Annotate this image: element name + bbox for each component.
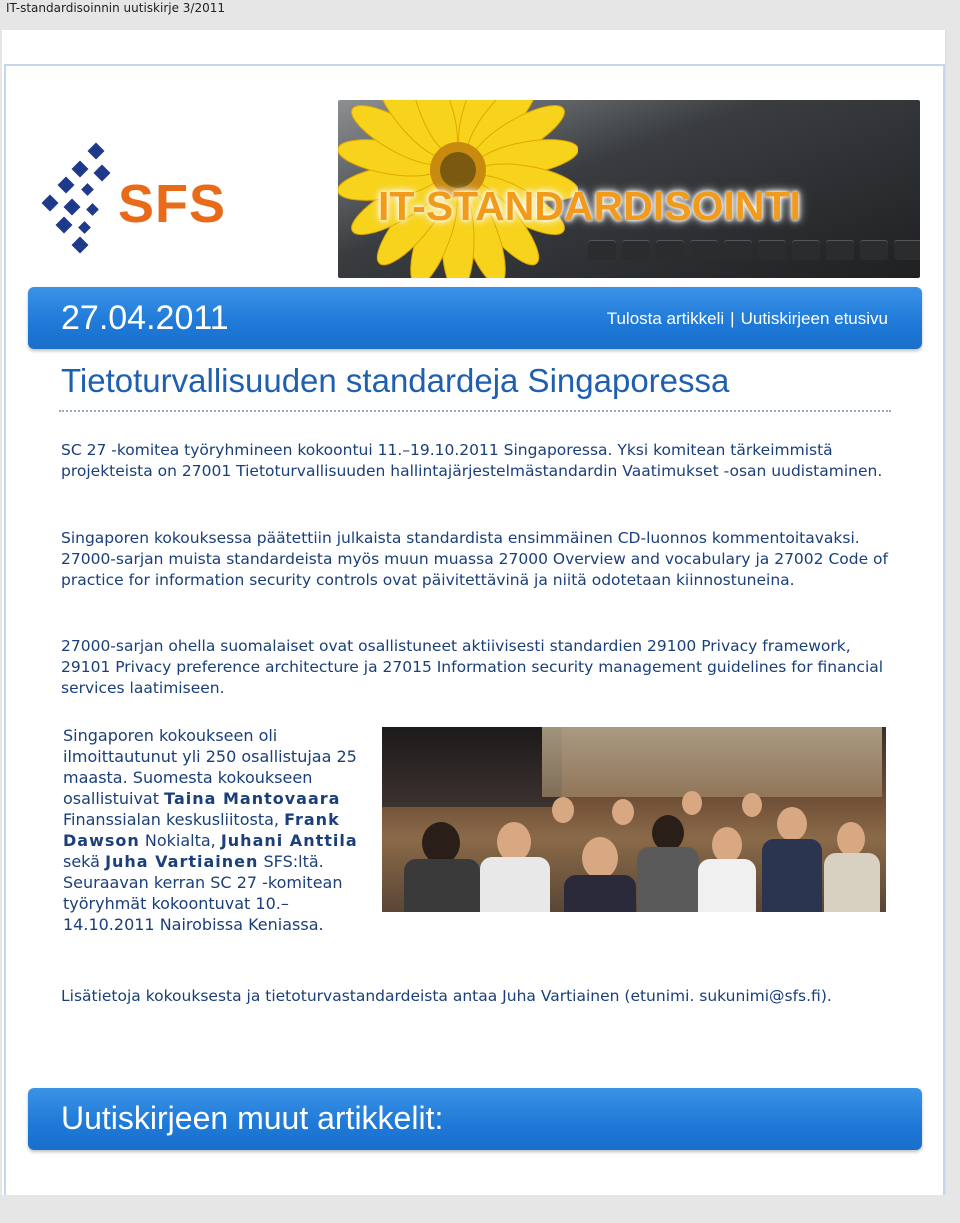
participant-name: Taina Mantovaara	[164, 789, 341, 808]
date-bar	[28, 287, 922, 349]
print-article-link[interactable]: Tulosta artikkeli	[606, 309, 725, 328]
header-banner	[28, 100, 922, 278]
keyboard-photo	[338, 100, 920, 278]
participant-name: Juha Vartiainen	[105, 852, 259, 871]
article-paragraph: Singaporen kokouksessa päätettiin julkaista standardista ensimmäinen CD-luonnos kommentoitavaksi. 27000-sarjan muista standardeista myös muun muassa 27000 Overview and vocabulary ja 27002 Code of practice for information security controls ovat päivitettävinä ja niitä odotetaan kiinnostuneina.	[61, 529, 888, 589]
participants-paragraph: Singaporen kokoukseen oli ilmoittautunut yli 250 osallistujaa 25 maasta. Suomesta kokoukseen osallistuivat Taina Mantovaara Finanssialan keskusliitosta, Frank Dawson Nokialta, Juhani Anttila sekä Juha Vartiainen SFS:ltä. Seuraavan kerran SC 27 -komitean työryhmät kokoontuvat 10.–14.10.2011 Nairobissa Keniassa.	[63, 726, 358, 934]
sfs-logo	[38, 145, 258, 255]
article-title: Tietoturvallisuuden standardeja Singaporessa	[61, 362, 730, 399]
title-divider	[59, 410, 891, 412]
participant-name: Juhani Anttila	[220, 831, 358, 850]
contact-paragraph: Lisätietoja kokouksesta ja tietoturvastandardeista antaa Juha Vartiainen (etunimi. sukunimi@sfs.fi).	[61, 987, 832, 1005]
meeting-photo	[382, 727, 886, 912]
issue-date: 27.04.2011	[61, 299, 229, 337]
newsletter-home-link[interactable]: Uutiskirjeen etusivu	[740, 309, 888, 328]
article-paragraph: 27000-sarjan ohella suomalaiset ovat osallistuneet aktiivisesti standardien 29100 Privacy framework, 29101 Privacy preference architecture ja 27015 Information security management guidelines for financial services laatimiseen.	[61, 637, 884, 697]
nav-separator: |	[730, 309, 735, 328]
logo-text: SFS	[118, 174, 227, 234]
window-title: IT-standardisoinnin uutiskirje 3/2011	[6, 1, 226, 15]
more-articles-bar	[28, 1088, 922, 1150]
participant-name: Frank Dawson	[63, 810, 340, 850]
article-nav	[607, 309, 888, 329]
article-paragraph: SC 27 -komitea työryhmineen kokoontui 11.–19.10.2011 Singaporessa. Yksi komitean tärkeimmistä projekteista on 27001 Tietoturvallisuuden hallintajärjestelmästandardin Vaatimukset -osan uudistaminen.	[61, 441, 883, 480]
more-articles-heading: Uutiskirjeen muut artikkelit:	[61, 1100, 444, 1136]
brand-title: IT-STANDARDISOINTI	[378, 183, 801, 229]
